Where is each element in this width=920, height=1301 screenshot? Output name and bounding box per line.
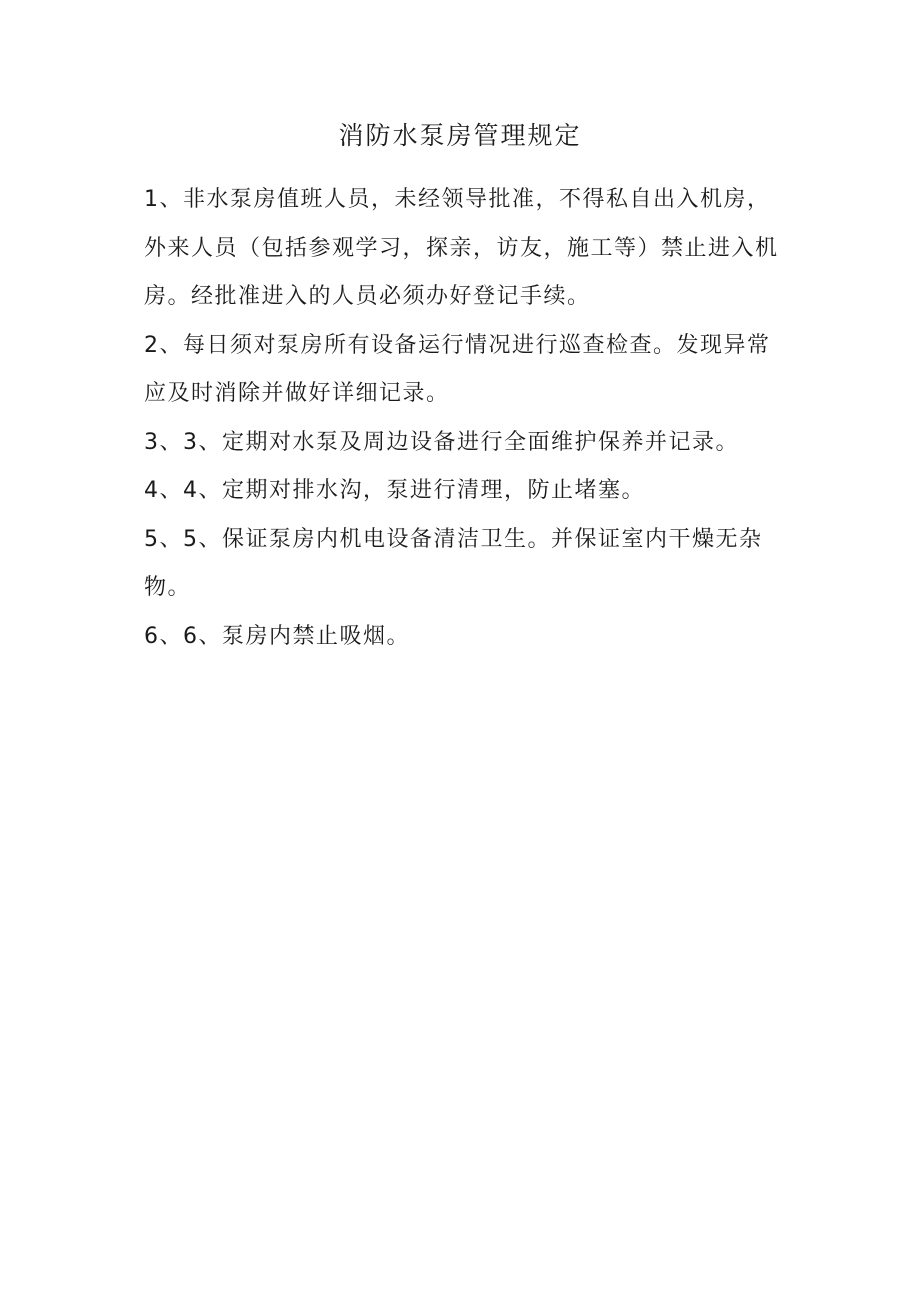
- rule-item: 2、每日须对泵房所有设备运行情况进行巡查检查。发现异常应及时消除并做好详细记录。: [144, 332, 771, 406]
- rule-item: 5、5、保证泵房内机电设备清洁卫生。并保证室内干燥无杂物。: [144, 526, 763, 600]
- rule-item: 6、6、泵房内禁止吸烟。: [144, 623, 410, 649]
- rules-list: [144, 176, 784, 661]
- rule-item: 4、4、定期对排水沟，泵进行清理，防止堵塞。: [144, 478, 645, 503]
- rule-item: 3、3、定期对水泵及周边设备进行全面维护保养并记录。: [144, 429, 739, 455]
- rule-item: 1、非水泵房值班人员，未经领导批准，不得私自出入机房，外来人员（包括参观学习，探亲，访友，施工等）禁止进入机房。经批准进入的人员必须办好登记手续。: [144, 187, 779, 309]
- document-title: 消防水泵房管理规定: [338, 121, 582, 150]
